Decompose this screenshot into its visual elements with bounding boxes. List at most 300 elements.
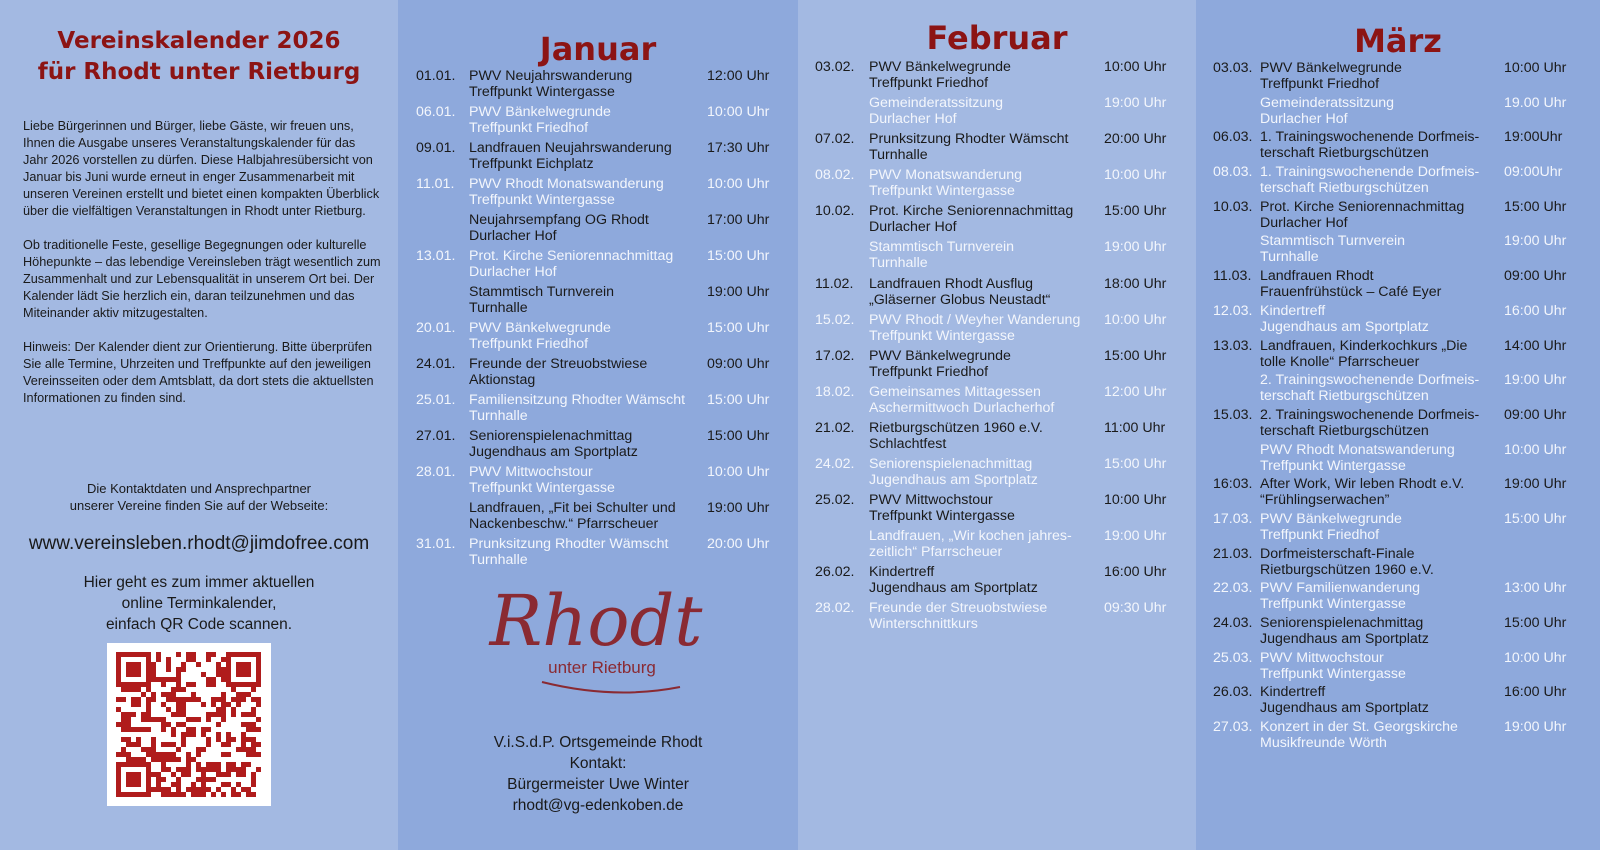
qr-module [116,752,121,757]
event-time: 15:00 Uhr [707,248,770,264]
qr-module [136,782,141,787]
qr-module [241,747,246,752]
qr-module [176,697,181,702]
qr-module [176,787,181,792]
qr-module [216,762,221,767]
qr-module [221,712,226,717]
event-description: PWV Bänkelwegrunde Treffpunkt Friedhof [869,59,1011,91]
event-row [398,284,798,320]
imprint-line: Bürgermeister Uwe Winter [507,776,689,793]
qr-module [196,697,201,702]
qr-module [131,727,136,732]
qr-module [191,682,196,687]
qr-module [191,732,196,737]
qr-module [171,692,176,697]
event-row [398,140,798,176]
event-description: Freunde der Streuobstwiese Aktionstag [469,356,648,388]
qr-note [0,572,398,635]
qr-module [236,702,241,707]
qr-module [156,777,161,782]
event-date: 08.02. [815,167,855,184]
qr-module [131,782,136,787]
event-description: Seniorenspielenachmittag Jugendhaus am Sportplatz [1260,615,1429,647]
qr-module [176,712,181,717]
imprint-line: V.i.S.d.P. Ortsgemeinde Rhodt [493,734,703,751]
qr-module [156,787,161,792]
qr-module [146,772,151,777]
qr-module [136,662,141,667]
qr-module [116,722,121,727]
event-row [1196,511,1600,546]
qr-module [181,702,186,707]
qr-module [176,792,181,797]
event-time: 15:00 Uhr [707,320,770,336]
qr-module [186,732,191,737]
qr-module [146,777,151,782]
qr-module [226,682,231,687]
event-row [1196,338,1600,373]
qr-module [236,772,241,777]
event-date: 20.01. [416,320,456,336]
event-description: Seniorenspielenachmittag Jugendhaus am Sportplatz [469,428,638,460]
qr-module [216,772,221,777]
qr-module [201,672,206,677]
event-time: 13:00 Uhr [1504,580,1567,597]
event-time: 17:30 Uhr [707,140,770,156]
qr-module [131,667,136,672]
qr-module [246,762,251,767]
qr-module [181,662,186,667]
event-row [1196,60,1600,95]
event-date: 31.01. [416,536,456,552]
qr-module [211,792,216,797]
qr-module [131,662,136,667]
event-date: 09.01. [416,140,456,156]
qr-module [171,752,176,757]
qr-module [251,727,256,732]
qr-module [126,777,131,782]
event-row [798,384,1196,420]
qr-module [181,667,186,672]
event-description: Landfrauen, „Fit bei Schulter und Nackenbeschw.“ Pfarrscheuer [469,500,676,532]
qr-module [226,677,231,682]
website-link[interactable]: www.vereinsleben.rhodt@jimdofree.com [28,533,370,554]
event-row [1196,719,1600,754]
qr-module [181,707,186,712]
event-date: 28.01. [416,464,456,480]
event-time: 14:00 Uhr [1504,337,1567,354]
event-date: 10.02. [815,203,855,220]
qr-module [211,777,216,782]
qr-module [246,737,251,742]
qr-module [186,727,191,732]
qr-module [236,767,241,772]
contact-note [0,480,398,514]
qr-module [116,762,121,767]
qr-module [251,752,256,757]
qr-module [216,697,221,702]
event-description: Kindertreff Jugendhaus am Sportplatz [1260,302,1429,335]
qr-module [236,792,241,797]
qr-module [156,677,161,682]
qr-module [251,792,256,797]
event-date: 12.03. [1213,302,1253,319]
qr-module [231,737,236,742]
event-row [798,492,1196,528]
qr-module [141,682,146,687]
event-row [1196,546,1600,581]
qr-module [116,707,121,712]
qr-module [171,727,176,732]
qr-module [166,692,171,697]
qr-module [151,667,156,672]
qr-module [226,737,231,742]
event-description: Landfrauen Neujahrswanderung Treffpunkt Eichplatz [469,140,672,172]
qr-module [166,707,171,712]
event-row [798,239,1196,275]
event-date: 27.01. [416,428,456,444]
qr-module [231,712,236,717]
qr-module [171,792,176,797]
event-time: 09:00Uhr [1504,164,1563,181]
qr-module [161,722,166,727]
qr-module [191,727,196,732]
qr-module [141,692,146,697]
event-description: Kindertreff Jugendhaus am Sportplatz [1260,684,1429,717]
event-time: 16:00 Uhr [1104,564,1167,581]
qr-module [191,717,196,722]
qr-module [161,792,166,797]
event-description: PWV Bänkelwegrunde Treffpunkt Friedhof [869,347,1011,380]
calendar-title [0,26,398,88]
event-time: 15:00 Uhr [1504,510,1567,527]
february-panel [798,0,1196,850]
event-row [798,564,1196,600]
qr-module [221,742,226,747]
event-time: 19:00 Uhr [1504,476,1567,493]
qr-module [206,682,211,687]
qr-module [166,787,171,792]
qr-module [146,682,151,687]
qr-module [126,662,131,667]
qr-module [211,762,216,767]
qr-module [146,717,151,722]
qr-module [206,677,211,682]
qr-module [226,762,231,767]
qr-module [156,752,161,757]
event-row [798,348,1196,384]
qr-module [116,662,121,667]
qr-module [221,677,226,682]
event-row [1196,164,1600,199]
qr-module [151,717,156,722]
event-row [1196,233,1600,268]
qr-module [136,702,141,707]
qr-module [141,652,146,657]
event-time: 20:00 Uhr [1104,131,1167,148]
qr-module [241,697,246,702]
event-row [1196,580,1600,615]
qr-module [146,677,151,682]
event-time: 12:00 Uhr [1104,383,1167,400]
qr-module [126,717,131,722]
imprint-email[interactable]: rhodt@vg-edenkoben.de [512,797,684,814]
qr-module [236,667,241,672]
qr-module [226,767,231,772]
event-date: 13.01. [416,248,456,264]
event-description: Dorfmeisterschaft-Finale Rietburgschützen 1960 e.V. [1260,545,1434,578]
qr-module [151,752,156,757]
qr-module [211,712,216,717]
qr-module [251,742,256,747]
event-row [398,68,798,104]
qr-module [136,772,141,777]
event-description: PWV Mittwochstour Treffpunkt Wintergasse [869,492,1015,525]
qr-module [171,782,176,787]
qr-module [231,707,236,712]
qr-module [131,762,136,767]
imprint [398,732,798,816]
event-description: Seniorenspielenachmittag Jugendhaus am Sportplatz [869,456,1038,489]
qr-module [126,757,131,762]
qr-module [226,672,231,677]
qr-module [181,722,186,727]
qr-module [116,777,121,782]
qr-module [116,767,121,772]
qr-module [121,737,126,742]
event-date: 28.02. [815,600,855,617]
qr-module [181,742,186,747]
qr-module [176,677,181,682]
qr-module [226,742,231,747]
event-row [398,536,798,572]
event-description: Kindertreff Jugendhaus am Sportplatz [869,564,1038,597]
qr-module [151,662,156,667]
qr-module [241,672,246,677]
qr-module [251,722,256,727]
qr-module [126,762,131,767]
qr-module [161,777,166,782]
qr-module [181,712,186,717]
event-description: Prunksitzung Rhodter Wämscht Turnhalle [869,131,1069,164]
qr-module [251,652,256,657]
qr-module [231,762,236,767]
qr-module [201,702,206,707]
qr-module [176,682,181,687]
qr-module [126,742,131,747]
qr-module [186,652,191,657]
qr-module [241,772,246,777]
qr-module [186,657,191,662]
qr-module [201,782,206,787]
event-time: 19:00 Uhr [1504,719,1567,736]
qr-module [206,762,211,767]
qr-module [256,662,261,667]
event-description: Freunde der Streuobstwiese Winterschnittkurs [869,600,1048,633]
qr-module [166,677,171,682]
qr-module [171,687,176,692]
qr-module [241,732,246,737]
qr-module [251,782,256,787]
qr-module [231,687,236,692]
qr-module [176,687,181,692]
event-row [798,59,1196,95]
qr-module [161,677,166,682]
event-description: PWV Familienwanderung Treffpunkt Wintergasse [1260,580,1421,613]
qr-module [221,792,226,797]
qr-module [121,722,126,727]
event-time: 09:30 Uhr [1104,600,1167,617]
event-date: 06.01. [416,104,456,120]
qr-module [126,667,131,672]
event-date: 26.03. [1213,684,1253,701]
event-description: PWV Mittwochstour Treffpunkt Wintergasse [1260,649,1406,682]
qr-module [191,697,196,702]
event-time: 18:00 Uhr [1104,275,1167,292]
qr-module [216,737,221,742]
qr-module [131,757,136,762]
qr-module [241,662,246,667]
qr-module [146,707,151,712]
qr-module [146,792,151,797]
qr-module [201,732,206,737]
qr-module [131,687,136,692]
qr-module [151,737,156,742]
event-row [398,176,798,212]
qr-module [251,737,256,742]
qr-module [146,657,151,662]
event-row [398,320,798,356]
qr-module [116,782,121,787]
event-description: Stammtisch Turnverein Turnhalle [869,239,1015,272]
month-title-maerz: März [1354,22,1442,60]
qr-module [161,692,166,697]
qr-module [216,712,221,717]
qr-module [241,692,246,697]
qr-module [116,682,121,687]
qr-module [201,747,206,752]
intro-text [23,118,383,424]
event-description: Stammtisch Turnverein Turnhalle [1260,233,1406,266]
qr-module [216,707,221,712]
event-time: 10:00 Uhr [1104,59,1167,75]
qr-module [151,742,156,747]
qr-module [246,682,251,687]
event-description: PWV Bänkelwegrunde Treffpunkt Friedhof [1260,510,1402,543]
event-row [1196,95,1600,130]
qr-module [166,752,171,757]
qr-module [246,722,251,727]
event-description: Landfrauen, Kinderkochkurs „Die tolle Knolle“ Pfarrscheuer [1260,337,1468,370]
qr-module [206,787,211,792]
event-time: 12:00 Uhr [707,68,770,84]
qr-note-line: online Terminkalender, [121,595,277,612]
qr-module [131,777,136,782]
qr-module [246,662,251,667]
qr-module [186,787,191,792]
qr-module [256,657,261,662]
qr-module [181,792,186,797]
event-description: Gemeinderatssitzung Durlacher Hof [1260,94,1395,127]
event-date: 18.02. [815,383,855,400]
qr-module [121,762,126,767]
qr-module [231,792,236,797]
event-row [1196,684,1600,719]
qr-module [246,727,251,732]
qr-note-line: einfach QR Code scannen. [105,616,293,633]
qr-module [256,677,261,682]
qr-module [131,772,136,777]
event-row [798,600,1196,636]
qr-module [181,732,186,737]
qr-module [166,662,171,667]
qr-module [141,757,146,762]
event-time: 10:00 Uhr [1104,492,1167,509]
qr-module [176,672,181,677]
event-row [798,420,1196,456]
qr-module [176,652,181,657]
qr-module [136,742,141,747]
event-time: 19:00 Uhr [1504,233,1567,250]
event-time: 10:00 Uhr [707,104,770,120]
title-line-1: Vereinskalender 2026 [57,28,341,54]
event-time: 17:00 Uhr [707,212,770,228]
qr-module [196,747,201,752]
qr-module [151,787,156,792]
qr-module [211,652,216,657]
event-list-maerz [1196,60,1600,754]
event-row [798,203,1196,239]
qr-module [226,662,231,667]
qr-module [246,667,251,672]
qr-module [171,732,176,737]
qr-module [236,652,241,657]
qr-module [221,717,226,722]
event-description: PWV Rhodt Monatswanderung Treffpunkt Wintergasse [1260,441,1455,474]
qr-code[interactable] [107,643,271,806]
event-row [398,248,798,284]
qr-module [201,787,206,792]
qr-module [221,697,226,702]
qr-module [241,652,246,657]
qr-module [196,717,201,722]
qr-module [121,792,126,797]
qr-module [196,792,201,797]
qr-module [146,667,151,672]
qr-module [131,712,136,717]
qr-module [156,652,161,657]
qr-module [216,767,221,772]
event-time: 09:00 Uhr [1504,406,1567,423]
qr-module [236,782,241,787]
intro-paragraph: Liebe Bürgerinnen und Bürger, liebe Gäste, wir freuen uns, Ihnen die Ausgabe unseres Veranstaltungskalender für das Jahr 2026 vorstellen zu dürfen. Diese Halbjahresübersicht von Januar bis Juni wurde erneut in enger Zusammenarbeit mit unseren Vereinen erstellt und bietet einen kompakten Überblick über die vielfältigen Veranstaltungen in Rhodt unter Rietburg. [23,119,380,218]
qr-module [166,792,171,797]
qr-module [116,667,121,672]
event-row [1196,407,1600,442]
event-description: PWV Rhodt / Weyher Wanderung Treffpunkt Wintergasse [869,311,1081,344]
event-description: Landfrauen, „Wir kochen jahres- zeitlich“ Pfarrscheuer [869,528,1072,561]
qr-module [251,772,256,777]
qr-module [136,757,141,762]
event-time: 10:00 Uhr [1104,311,1167,328]
qr-module [166,657,171,662]
qr-module [121,752,126,757]
event-row [398,356,798,392]
event-time: 15:00 Uhr [1104,203,1167,220]
qr-module [176,747,181,752]
qr-module [251,707,256,712]
event-time: 10:00 Uhr [1504,441,1567,458]
